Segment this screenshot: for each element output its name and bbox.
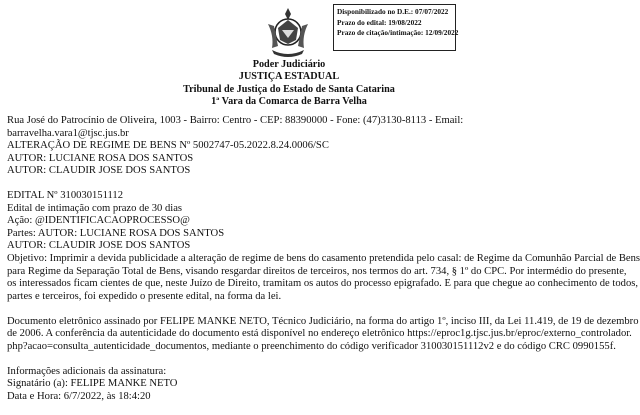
info-heading: Informações adicionais da assinatura: [7, 365, 167, 377]
document-body [7, 115, 640, 403]
email-link[interactable]: barravelha.vara1@tjsc.jus.br [7, 127, 129, 139]
edital-number: EDITAL Nº 310030151112 [7, 190, 124, 202]
signature-line-3: php?acao=consulta_autenticidade_documentos, mediante o preenchimento do código verificador 310030151112v2 e do código CRC 0990155f. [7, 340, 616, 352]
edital-acao: Ação: @IDENTIFICACAOPROCESSO@ [7, 215, 190, 227]
header-vara: 1ª Vara da Comarca de Barra Velha [211, 95, 367, 107]
edital-partes: Partes: AUTOR: LUCIANE ROSA DOS SANTOS [7, 227, 225, 239]
objetivo-line-3: os interessados ficam cientes de que, neste Juízo de Direito, tramitam os autos do processo epigrafado. E para que chegue ao conhecimento de todos, [7, 278, 639, 290]
court-header [0, 59, 578, 108]
signature-line-2: de 2006. A conferência da autenticidade do documento está disponível no endereço eletrônico https://eproc1g.tjsc.jus.br/eproc/externo_controlador. [7, 328, 632, 340]
info-data-hora: Data e Hora: 6/7/2022, às 18:4:20 [7, 390, 151, 402]
autor-2: AUTOR: CLAUDIR JOSE DOS SANTOS [7, 165, 191, 177]
stamp-prazo-citacao: Prazo de citação/intimação: 12/09/2022 [337, 28, 459, 37]
header-tribunal: Tribunal de Justiça do Estado de Santa Catarina [183, 83, 395, 95]
state-coat-of-arms-icon [262, 6, 314, 58]
header-justica: JUSTIÇA ESTADUAL [238, 71, 340, 83]
edital-partes-2: AUTOR: CLAUDIR JOSE DOS SANTOS [7, 240, 191, 252]
info-signatario: Signatário (a): FELIPE MANKE NETO [7, 378, 178, 390]
address-line: Rua José do Patrocínio de Oliveira, 1003 - Bairro: Centro - CEP: 88390000 - Fone: (47)3130-8113 - Email: [7, 115, 464, 126]
objetivo-line-1: Objetivo: Imprimir a devida publicidade a alteração de regime de bens do casamento pretendida pelo casal: de Regime da Comunhão Parcial de Bens [7, 252, 640, 264]
stamp-prazo-edital: Prazo do edital: 19/08/2022 [337, 17, 422, 27]
objetivo-line-4: partes e terceiros, foi expedido o presente edital, na forma da lei. [7, 290, 282, 302]
publication-dates-stamp [333, 4, 459, 51]
header-poder: Poder Judiciário [252, 59, 326, 70]
process-title: ALTERAÇÃO DE REGIME DE BENS Nº 5002747-05.2022.8.24.0006/SC [7, 140, 329, 152]
signature-line-1: Documento eletrônico assinado por FELIPE MANKE NETO, Técnico Judiciário, na forma do artigo 1º, inciso III, da Lei 11.419, de 19 de dezembro [7, 315, 639, 327]
autor-1: AUTOR: LUCIANE ROSA DOS SANTOS [7, 152, 194, 164]
edital-prazo: Edital de intimação com prazo de 30 dias [7, 202, 183, 214]
stamp-disponibilizado: Disponibilizado no D.E.: 07/07/2022 [337, 7, 449, 16]
objetivo-line-2: para Regime da Separação Total de Bens, visando resgardar direitos de terceiros, nos termos do art. 734, § 1º do CPC. Por intermédio do presente, [7, 265, 627, 277]
